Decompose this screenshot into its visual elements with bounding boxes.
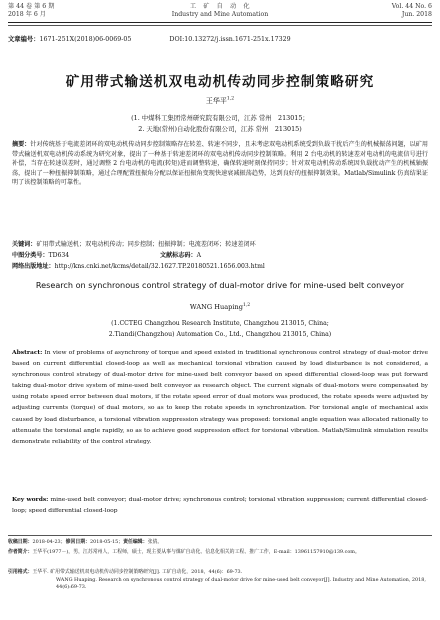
title-chinese: 矿用带式输送机双电动机传动同步控制策略研究	[65, 74, 375, 90]
running-header	[8, 3, 432, 27]
affiliation-en-1: (1.CCTEG Changzhou Research Institute, Changzhou 213015, China;	[111, 320, 329, 327]
footnote-citation	[8, 569, 432, 592]
author-chinese	[0, 96, 440, 106]
header-journal-en: Industry and Mine Automation	[171, 11, 269, 18]
affiliation-cn-2: 2. 天地(常州)自动化股份有限公司，江苏 常州 213015)	[138, 125, 302, 133]
header-journal-cn: 工 矿 自 动 化	[189, 3, 251, 10]
article-number-line	[8, 34, 432, 43]
document-code	[160, 251, 201, 261]
keywords-chinese	[12, 240, 428, 250]
title-english: Research on synchronous control strategy of dual-motor drive for mine-used belt conveyor	[35, 280, 405, 290]
keywords-label-cn: 关键词：	[12, 241, 37, 248]
online-url[interactable]: http://kns.cnki.net/kcms/detail/32.1627.TP.20180521.1656.003.html	[54, 263, 265, 270]
footnote-dates	[8, 539, 432, 547]
abstract-label-en: Abstract:	[12, 349, 43, 356]
article-number-value: 1671-251X(2018)06-0069-05	[39, 36, 132, 43]
header-rule-thick	[8, 22, 432, 23]
affiliation-en-2: 2.Tiandi(Changzhou) Automation Co., Ltd., Changzhou 213015, China)	[108, 331, 332, 338]
abstract-chinese	[12, 140, 428, 188]
abstract-english	[12, 347, 428, 447]
header-rule-thin	[8, 25, 432, 26]
author-name-en: WANG Huaping	[189, 303, 243, 312]
affiliations-english	[0, 318, 440, 340]
doi[interactable]: DOI:10.13272/j.issn.1671-251x.17329	[169, 36, 291, 43]
affiliations-chinese	[0, 113, 440, 135]
classification-label: 中图分类号：	[12, 252, 49, 259]
header-volume-cn: 第 44 卷 第 6 期	[8, 3, 55, 10]
author-affiliation-mark-en: 1,2	[242, 303, 251, 308]
classification-line	[12, 251, 428, 261]
header-right	[392, 3, 432, 19]
received-label: 收稿日期：	[8, 539, 33, 545]
keywords-english	[12, 494, 428, 516]
footnote-rule	[8, 535, 432, 536]
footnote-author-bio	[8, 549, 432, 557]
online-label: 网络出版地址：	[12, 263, 55, 270]
online-publication-line	[12, 262, 428, 272]
bio-label: 作者简介：	[8, 549, 33, 555]
document-code-label: 文献标志码：	[160, 252, 197, 259]
received-date: 2018-04-23；	[32, 539, 66, 545]
editor-label: 责任编辑：	[123, 539, 148, 545]
author-name-cn: 王华平	[205, 97, 227, 105]
citation-label: 引用格式：	[8, 569, 33, 575]
header-date-cn: 2018 年 6 月	[8, 11, 46, 18]
article-number-label: 文章编号：	[8, 36, 40, 43]
header-date-en: Jun. 2018	[401, 11, 432, 18]
author-affiliation-mark-cn: 1,2	[226, 96, 235, 102]
citation-chinese: 王华平. 矿用带式输送机双电动机传动同步控制策略研究[J]. 工矿自动化，2018，44(6)：69-73.	[32, 569, 243, 575]
classification-value: TD634	[48, 252, 70, 259]
citation-english: WANG Huaping. Research on synchronous control strategy of dual-motor drive for mine-used belt conveyor[J]. Industry and Mine Automation, 2018, 44(6):69-73.	[56, 576, 426, 591]
abstract-label-cn: 摘要：	[12, 141, 31, 148]
author-english	[0, 303, 440, 311]
bio-text: 王华平(1977－)，男，江苏常州人，工程师，硕士，现主要从事与煤矿自动化、信息化相关的工程、推广工作，E-mail：13961157910@139.com。	[32, 549, 360, 555]
abstract-text-cn: 针对传统基于电流差闭环的双电动机传动同步控制策略存在转差、转速不同步，且未考虑双电动机系统受到负载干扰后产生的机械振荡问题，以矿用带式输送机双电动机传动系统为研究对象，提出了一种基于转速差闭环的双电动机传动同步控制策略。利用 2 台电动机的转速差对电动机的电流信号进行补偿，当存在转速误差时，通过调整 2 台电动机的电流(转矩)进而调整转速，确保转速时刻保持同步；针对双电动机传动系统因负载扰动产生的机械轴振荡，提出了一种扭振抑制策略，通过合理配置扭振角分配以保证扭振角变现快速衰减振荡趋势，达到良好的扭振抑制效果。Matlab/Simulink 仿真结果证明了该控制策略的可靠性。	[12, 141, 429, 186]
editor-name: 张倩。	[147, 539, 163, 545]
revised-date: 2018-05-15；	[90, 539, 124, 545]
affiliation-cn-1: (1. 中煤科工集团常州研究院有限公司，江苏 常州 213015；	[131, 114, 309, 122]
abstract-text-en: In view of problems of asynchrony of torque and speed existed in traditional synchronous control strategy of dual-motor drive based on current differential closed-loop as well as mechanical torsional vibration caused by load disturbance is not considered, a synchronous control strategy of dual-motor drive for mine-used belt conveyor based on speed differential closed-loop was put forward taking dual-motor drive system of mine-used belt conveyor as research object. The current signals of dual-motors were compensated by using rotate speed error between dual motors, if the rotate speed error of dual motors was produced, the rotate speeds were adjusted by adjusting currents (torque) of dual motors, so as to keep the rotate speeds in synchronization. For torsional angle of mechanical axis caused by load disturbance, a torsional vibration suppression strategy was proposed: torsional angle equation was allocated rationally to attenuate the torsional angle rapidly, so as to achieve good suppression effect for torsional vibration. Matlab/Simulink simulation results demonstrate reliability of the control strategy.	[12, 349, 428, 445]
keywords-label-en: Key words:	[12, 496, 49, 503]
keywords-text-cn: 矿用带式输送机；双电动机传动；同步控制；扭振抑制；电流差闭环；转速差闭环	[36, 241, 256, 248]
header-volume-en: Vol. 44 No. 6	[391, 3, 432, 10]
header-center	[8, 3, 432, 19]
revised-label: 修回日期：	[65, 539, 91, 545]
keywords-text-en: mine-used belt conveyor; dual-motor drive; synchronous control; torsional vibration suppression; current differential closed-loop; speed differential closed-loop	[12, 496, 428, 515]
document-code-value: A	[196, 252, 201, 259]
